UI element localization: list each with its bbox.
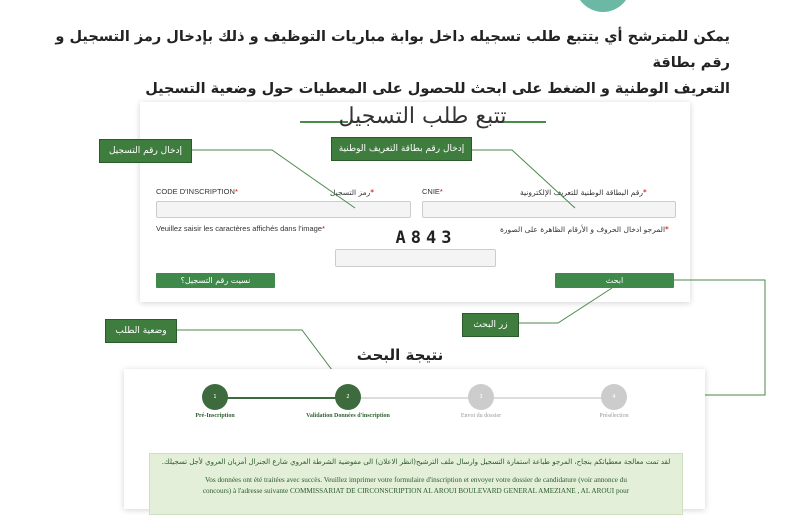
callout-code-input: إدخال رقم التسجيل (99, 139, 192, 163)
success-notice-ar: لقد تمت معالجة معطياتكم بنجاح، المرجو طباعة استمارة التسجيل وارسال ملف الترشيح(انظر الاعلان) الى مفوضية الشرطة العروي شارع الجنرال أمزيان العروي لأجل تسجيلك. (161, 458, 671, 466)
captcha-image: A843 (385, 224, 467, 250)
forgot-code-button[interactable]: نسيت رقم التسجيل؟ (156, 273, 275, 288)
success-notice-fr (160, 475, 672, 497)
form-title: تتبع طلب التسجيل (338, 104, 507, 129)
intro-line-2: التعريف الوطنية و الضغط على ابحث للحصول على المعطيات حول وضعية التسجيل (145, 81, 730, 97)
callout-search-button: زر البحث (462, 313, 519, 337)
search-button[interactable]: ابحث (555, 273, 674, 288)
notice-fr-line-2: concours) à l'adresse suivante COMMISSARIAT DE CIRCONSCRIPTION AL AROUI BOULEVARD GENERAL AMEZIANE , AL AROUI pour (202, 487, 630, 495)
code-label-fr: CODE D'INSCRIPTION* (156, 187, 238, 196)
step-3-circle: 3 (468, 384, 494, 410)
cnie-label-fr: CNIE* (422, 187, 443, 196)
step-1-label: Pré-Inscription (195, 413, 235, 419)
results-title: نتيجة البحث (356, 346, 444, 364)
step-2-label: Validation Données d'inscription (306, 413, 390, 419)
step-3-label: Envoi du dossier (460, 413, 502, 419)
step-2-circle: 2 (335, 384, 361, 410)
code-label-ar: *رمز التسجيل (330, 188, 375, 197)
step-4-label: Présélection (599, 413, 629, 419)
step-1-circle: 1 (202, 384, 228, 410)
callout-cnie-input: إدخال رقم بطاقة التعريف الوطنية (331, 137, 472, 161)
callout-status: وضعية الطلب (105, 319, 177, 343)
captcha-label-ar: *المرجو ادخال الحروف و الأرقام الظاهرة على الصورة (500, 225, 669, 234)
cnie-label-ar: *رقم البطاقة الوطنية للتعريف الإلكترونية (520, 188, 647, 197)
intro-line-1: يمكن للمترشح أي يتتبع طلب تسجيله داخل بوابة مباريات التوظيف و ذلك بإدخال رمز التسجيل و رقم بطاقة (55, 29, 730, 71)
step-4-circle: 4 (601, 384, 627, 410)
notice-fr-line-1: Vos données ont été traitées avec succès. Veuillez imprimer votre formulaire d'inscription et envoyer votre dossier de candidature (voir annonce du (205, 476, 627, 484)
progress-track-done (215, 397, 348, 399)
captcha-label-fr: Veuillez saisir les caractères affichés dans l'image* (156, 224, 325, 233)
